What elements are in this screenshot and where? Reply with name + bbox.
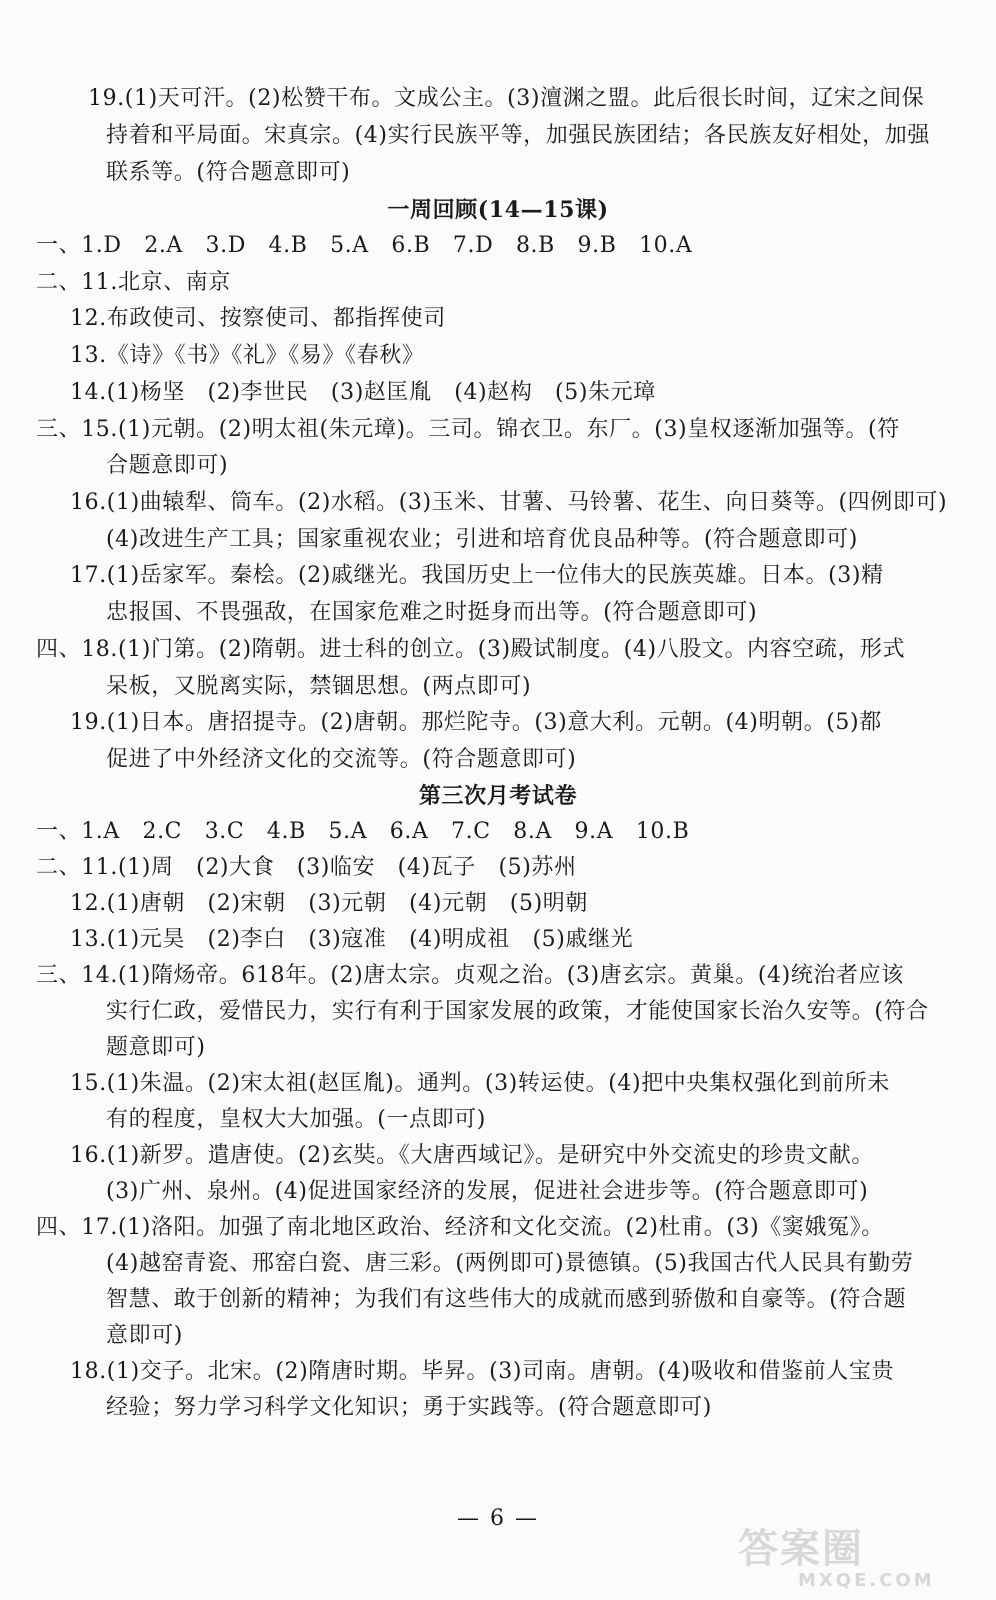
answer-line: (3)广州、泉州。(4)促进国家经济的发展，促进社会进步等。(符合题意即可) — [106, 1179, 869, 1204]
answer-line: 14.(1)杨坚 (2)李世民 (3)赵匡胤 (4)赵构 (5)朱元璋 — [70, 380, 656, 405]
page-number: — 6 — — [457, 1506, 539, 1531]
answer-line: 促进了中外经济文化的交流等。(符合题意即可) — [106, 747, 577, 772]
answer-line: 三、15.(1)元朝。(2)明太祖(朱元璋)。三司。锦衣卫。东厂。(3)皇权逐渐加强等。(符 — [36, 417, 900, 442]
answer-line: 持着和平局面。宋真宗。(4)实行民族平等，加强民族团结；各民族友好相处，加强 — [106, 123, 930, 148]
answer-line: 19.(1)日本。唐招提寺。(2)唐朝。那烂陀寺。(3)意大利。元朝。(4)明朝。(5)都 — [70, 710, 882, 735]
answer-line: 16.(1)新罗。遣唐使。(2)玄奘。《大唐西域记》。是研究中外交流史的珍贵文献。 — [70, 1143, 874, 1168]
answer-line: 四、18.(1)门第。(2)隋朝。进士科的创立。(3)殿试制度。(4)八股文。内容空疏，形式 — [36, 637, 906, 662]
answer-line: 意即可) — [106, 1323, 183, 1348]
answer-line: 实行仁政，爱惜民力，实行有利于国家发展的政策，才能使国家长治久安等。(符合 — [106, 999, 929, 1024]
answer-line: 合题意即可) — [106, 453, 229, 478]
section-title: 第三次月考试卷 — [418, 783, 578, 809]
answer-line: 联系等。(符合题意即可) — [106, 160, 351, 185]
answer-line: 12.(1)唐朝 (2)宋朝 (3)元朝 (4)元朝 (5)明朝 — [70, 891, 589, 916]
answer-line: 16.(1)曲辕犁、筒车。(2)水稻。(3)玉米、甘薯、马铃薯、花生、向日葵等。(四例即可) — [70, 490, 948, 515]
answer-line: 经验；努力学习科学文化知识；勇于实践等。(符合题意即可) — [106, 1395, 712, 1420]
answer-line: 一、1.A 2.C 3.C 4.B 5.A 6.A 7.C 8.A 9.A 10.B — [36, 819, 690, 844]
answer-line: 二、11.北京、南京 — [36, 270, 231, 295]
answer-line: 一、1.D 2.A 3.D 4.B 5.A 6.B 7.D 8.B 9.B 10.A — [36, 233, 693, 258]
answer-line: 13.(1)元昊 (2)李白 (3)寇准 (4)明成祖 (5)戚继光 — [70, 927, 634, 952]
section-title: 一周回顾(14—15课) — [387, 197, 609, 223]
answer-line: 19.(1)天可汗。(2)松赞干布。文成公主。(3)澶渊之盟。此后很长时间，辽宋之间保 — [88, 86, 925, 111]
answer-line: (4)越窑青瓷、邢窑白瓷、唐三彩。(两例即可)景德镇。(5)我国古代人民具有勤劳 — [106, 1251, 914, 1276]
watermark-text: 答案圈 — [738, 1526, 864, 1572]
watermark-url: MXQE.COM — [798, 1570, 935, 1591]
answer-line: (4)改进生产工具；国家重视农业；引进和培育优良品种等。(符合题意即可) — [106, 527, 858, 552]
answer-line: 13.《诗》《书》《礼》《易》《春秋》 — [70, 343, 425, 368]
answer-line: 15.(1)朱温。(2)宋太祖(赵匡胤)。通判。(3)转运使。(4)把中央集权强化到前所未 — [70, 1071, 890, 1096]
answer-line: 忠报国、不畏强敌，在国家危难之时挺身而出等。(符合题意即可) — [106, 600, 758, 625]
answer-line: 二、11.(1)周 (2)大食 (3)临安 (4)瓦子 (5)苏州 — [36, 855, 577, 880]
answer-line: 三、14.(1)隋炀帝。618年。(2)唐太宗。贞观之治。(3)唐玄宗。黄巢。(4)统治者应该 — [36, 963, 904, 988]
answer-line: 题意即可) — [106, 1035, 206, 1060]
answer-line: 17.(1)岳家军。秦桧。(2)戚继光。我国历史上一位伟大的民族英雄。日本。(3)精 — [70, 563, 884, 588]
answer-line: 12.布政使司、按察使司、都指挥使司 — [70, 306, 446, 331]
answer-line: 有的程度，皇权大大加强。(一点即可) — [106, 1107, 486, 1132]
answer-line: 四、17.(1)洛阳。加强了南北地区政治、经济和文化交流。(2)杜甫。(3)《窦娥冤》。 — [36, 1215, 884, 1240]
answer-line: 呆板，又脱离实际，禁锢思想。(两点即可) — [106, 674, 532, 699]
watermark-logo — [738, 1528, 978, 1594]
answer-line: 智慧、敢于创新的精神；为我们有这些伟大的成就而感到骄傲和自豪等。(符合题 — [106, 1287, 907, 1312]
answer-line: 18.(1)交子。北宋。(2)隋唐时期。毕昇。(3)司南。唐朝。(4)吸收和借鉴前人宝贵 — [70, 1359, 895, 1384]
